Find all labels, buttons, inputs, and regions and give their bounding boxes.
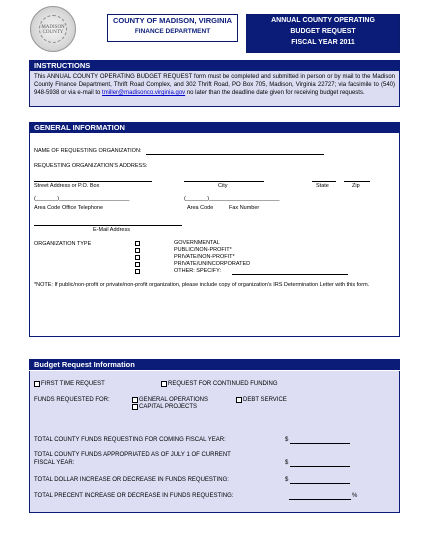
email-link[interactable]: tmiller@madisonco.virginia.gov — [102, 90, 186, 96]
form-title-line1: ANNUAL COUNTY OPERATING — [271, 17, 375, 24]
first-time-label: FIRST TIME REQUEST — [41, 381, 105, 387]
dollar-sign: $ — [285, 477, 289, 483]
area-code-label-phone: Area Code — [34, 205, 61, 211]
seal-text: MADISON COUNTY — [41, 25, 65, 35]
dollar-change-label: TOTAL DOLLAR INCREASE OR DECREASE IN FUNDS REQUESTING: — [34, 477, 229, 483]
org-type-option: GOVERNMENTAL — [174, 240, 220, 246]
state-field[interactable] — [312, 181, 336, 182]
percent-sign: % — [352, 493, 358, 499]
zip-label: Zip — [352, 183, 360, 189]
street-field[interactable] — [34, 181, 152, 182]
org-type-label: ORGANIZATION TYPE — [34, 241, 92, 247]
continued-funding-label: REQUEST FOR CONTINUED FUNDING — [168, 381, 278, 387]
form-title-line3: FISCAL YEAR 2011 — [291, 39, 355, 46]
department-name: FINANCE DEPARTMENT — [134, 28, 211, 35]
org-type-option: PRIVATE/NON-PROFIT* — [174, 254, 235, 260]
address-label: REQUESTING ORGANIZATION'S ADDRESS: — [34, 163, 148, 169]
county-name: COUNTY OF MADISON, VIRGINIA — [112, 16, 233, 25]
percent-change-label: TOTAL PRECENT INCREASE OR DECREASE IN FUNDS REQUESTING: — [34, 493, 234, 499]
continued-funding-checkbox[interactable] — [161, 381, 167, 387]
instructions-text: This ANNUAL COUNTY OPERATING BUDGET REQUEST form must be completed and submitted in person or by mail to the Madison County Finance Department, Thrift Road Complex, and 302 Thrift Road, PO Box 705, Madison, Virginia 22727; via facsimile to (540) 948-5938 or via e-mail to — [34, 74, 395, 96]
org-type-checkbox-private-unincorporated[interactable] — [135, 262, 140, 267]
email-field[interactable] — [34, 225, 182, 226]
office-phone-label: Office Telephone — [62, 205, 104, 211]
email-label: E-Mail Address — [93, 227, 130, 233]
capital-projects-label: CAPITAL PROJECTS — [139, 404, 198, 410]
org-type-option: PUBLIC/NON-PROFIT* — [174, 247, 232, 253]
org-name-label: NAME OF REQUESTING ORGANIZATION: — [34, 148, 142, 154]
org-name-field[interactable] — [146, 154, 324, 155]
fax-number-label: Fax Number — [229, 205, 260, 211]
debt-service-label: DEBT SERVICE — [243, 397, 287, 403]
dollar-sign: $ — [285, 460, 289, 466]
irs-note: *NOTE: If public/non-profit or private/non-profit organization, please include copy of organization's IRS Determination Letter with this form. — [34, 282, 370, 288]
org-type-checkbox-other[interactable] — [135, 269, 140, 274]
appropriated-field[interactable] — [290, 466, 350, 467]
state-label: State — [316, 183, 329, 189]
org-type-option: PRIVATE/UNINCORPORATED — [174, 261, 251, 267]
county-header — [107, 14, 238, 42]
appropriated-label-line1: TOTAL COUNTY FUNDS APPROPRIATED AS OF JULY 1 OF CURRENT — [34, 452, 231, 458]
city-field[interactable] — [184, 181, 264, 182]
fax-area-paren: (_______)_______________________ — [184, 196, 280, 202]
total-requesting-label: TOTAL COUNTY FUNDS REQUESTING FOR COMING FISCAL YEAR: — [34, 437, 226, 443]
zip-field[interactable] — [344, 181, 370, 182]
dollar-change-field[interactable] — [290, 483, 350, 484]
area-code-label-fax: Area Code — [187, 205, 214, 211]
org-type-checkbox-governmental[interactable] — [135, 241, 140, 246]
phone-area-paren: (_______)_______________________ — [34, 196, 130, 202]
general-operations-label: GENERAL OPERATIONS — [139, 397, 209, 403]
form-title-block — [246, 14, 400, 53]
other-specify-field[interactable] — [232, 274, 348, 275]
instructions-header: INSTRUCTIONS — [29, 60, 400, 71]
org-type-checkbox-public[interactable] — [135, 248, 140, 253]
county-seal — [30, 6, 76, 52]
first-time-checkbox[interactable] — [34, 381, 40, 387]
debt-service-checkbox[interactable] — [236, 397, 242, 403]
total-requesting-field[interactable] — [290, 443, 350, 444]
street-label: Street Address or P.O. Box — [34, 183, 100, 189]
funds-requested-for-label: FUNDS REQUESTED FOR: — [34, 397, 110, 403]
percent-change-field[interactable] — [289, 499, 351, 500]
org-type-checkbox-private-nonprofit[interactable] — [135, 255, 140, 260]
appropriated-label-line2: FISCAL YEAR: — [34, 460, 75, 466]
dollar-sign: $ — [285, 437, 289, 443]
general-info-header: GENERAL INFORMATION — [29, 122, 400, 133]
org-type-option: OTHER: SPECIFY: — [174, 268, 222, 274]
instructions-text-end: no later than the deadline date given for receiving budget requests. — [185, 90, 365, 96]
city-label: City — [218, 183, 228, 189]
capital-projects-checkbox[interactable] — [132, 404, 138, 410]
instructions-panel — [29, 71, 400, 107]
budget-header: Budget Request Information — [29, 359, 400, 370]
general-operations-checkbox[interactable] — [132, 397, 138, 403]
form-title-line2: BUDGET REQUEST — [290, 28, 356, 35]
